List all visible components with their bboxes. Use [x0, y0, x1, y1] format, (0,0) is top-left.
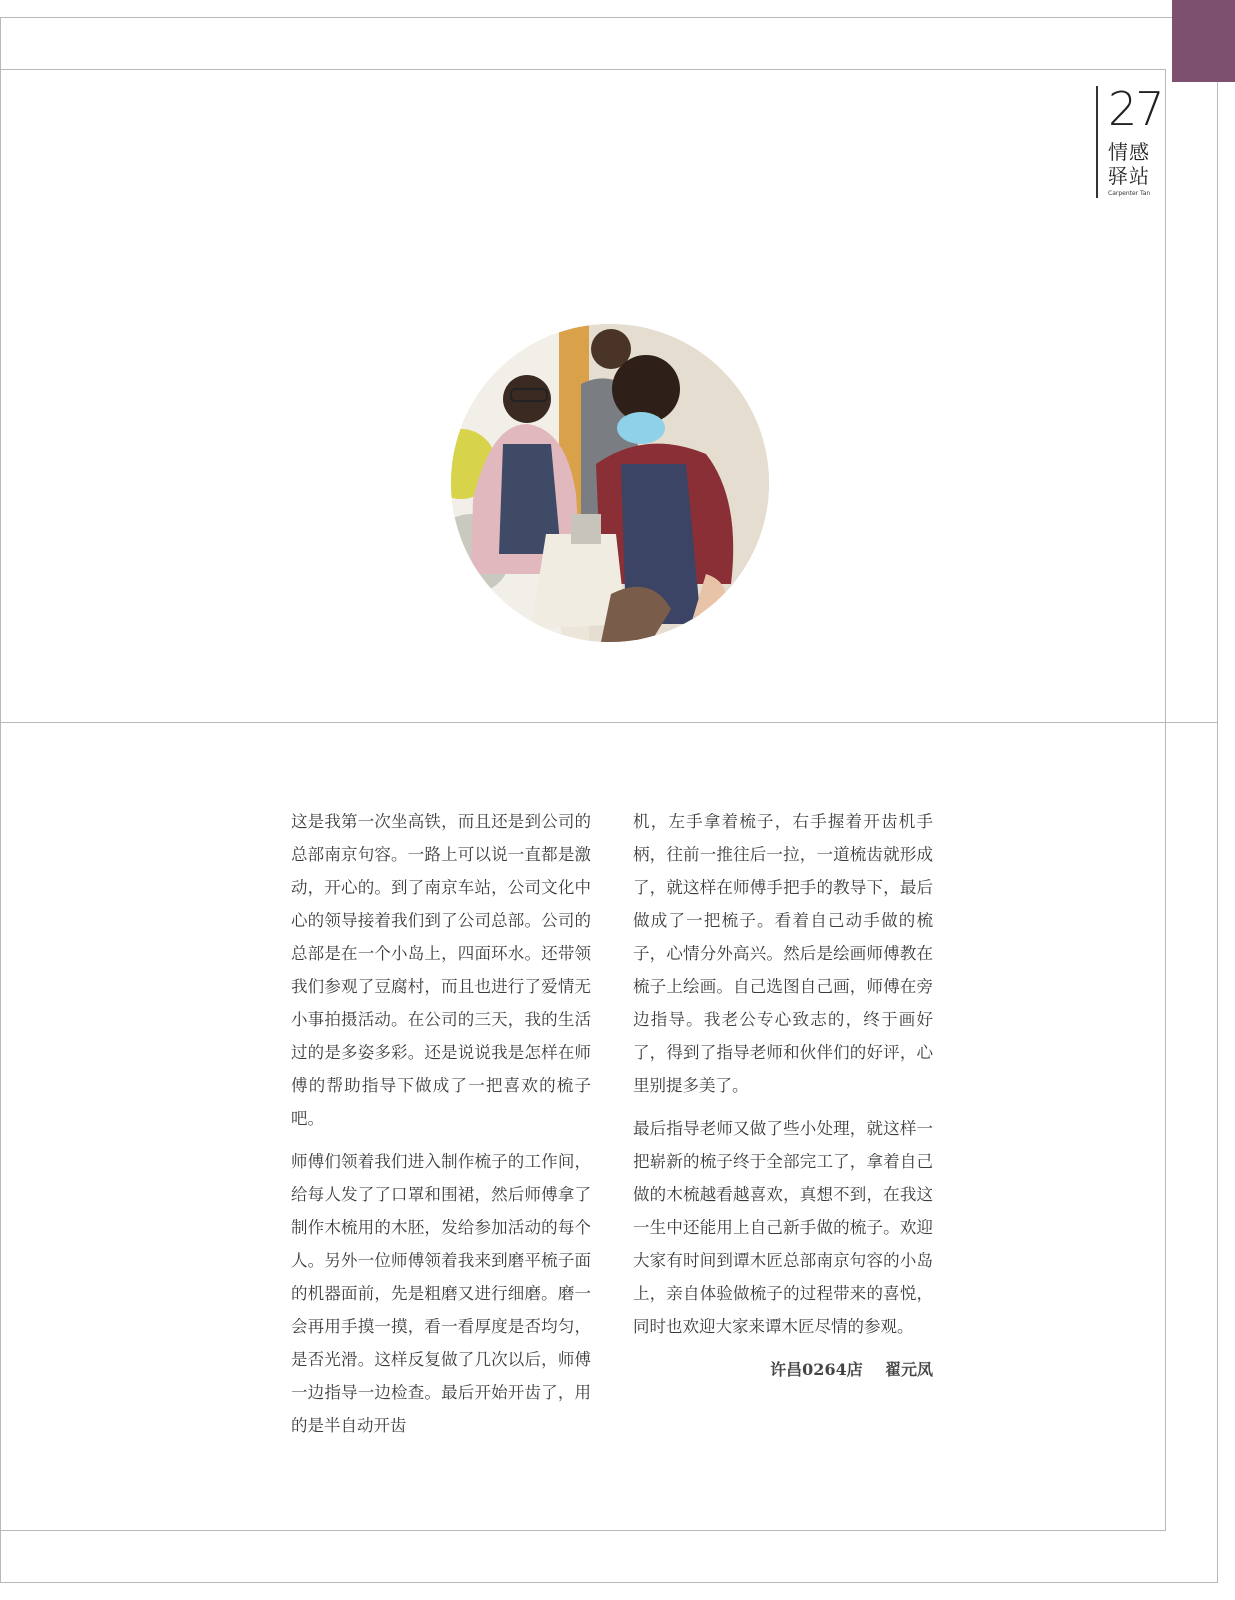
section-subtitle: Carpenter Tan	[1108, 190, 1151, 197]
article-paragraph: 机，左手拿着梳子，右手握着开齿机手柄，往前一推往后一拉，一道梳齿就形成了，就这样在师傅手把手的教导下，最后做成了一把梳子。看着自己动手做的梳子，心情分外高兴。然后是绘画师傅教在梳子上绘画。自己选图自己画，师傅在旁边指导。我老公专心致志的，终于画好了，得到了指导老师和伙伴们的好评，心里别提多美了。	[633, 812, 933, 1095]
workshop-photo	[451, 324, 769, 642]
section-title	[1108, 140, 1168, 188]
page-marker	[1096, 82, 1168, 198]
section-color-tab	[1172, 0, 1235, 82]
article-paragraph: 这是我第一次坐高铁，而且还是到公司的总部南京句容。一路上可以说一直都是激动，开心的。到了南京车站，公司文化中心的领导接着我们到了公司总部。公司的总部是在一个小岛上，四面环水。还带领我们参观了豆腐村，而且也进行了爱情无小事拍摄活动。在公司的三天，我的生活过的是多姿多彩。还是说说我是怎样在师傅的帮助指导下做成了一把喜欢的梳子吧。	[291, 812, 591, 1128]
section-title-line2: 驿站	[1108, 164, 1150, 188]
frame-line-lower	[0, 1530, 1165, 1531]
photo-icon	[451, 324, 769, 642]
frame-line-bottom	[0, 1582, 1218, 1583]
frame-line-upper	[0, 69, 1165, 70]
frame-line-middle	[0, 722, 1218, 723]
article-paragraph: 最后指导老师又做了些小处理，就这样一把崭新的梳子终于全部完工了，拿着自己做的木梳越看越喜欢，真想不到，在我这一生中还能用上自己新手做的梳子。欢迎大家有时间到谭木匠总部南京句容的小岛上，亲自体验做梳子的过程带来的喜悦，同时也欢迎大家来谭木匠尽情的参观。	[633, 1119, 933, 1336]
frame-line-inner-right	[1165, 69, 1166, 1531]
page-number: 27	[1108, 82, 1163, 136]
section-title-line1: 情感	[1108, 140, 1150, 164]
frame-line-outer-right	[1217, 82, 1218, 1583]
frame-line-top	[0, 17, 1172, 18]
article-column-left	[291, 805, 591, 1452]
frame-line-left	[0, 17, 1, 1583]
article-column-right	[633, 805, 933, 1386]
article-paragraph: 师傅们领着我们进入制作梳子的工作间，给每人发了了口罩和围裙，然后师傅拿了制作木梳用的木胚，发给参加活动的每个人。另外一位师傅领着我来到磨平梳子面的机器面前，先是粗磨又进行细磨。磨一会再用手摸一摸，看一看厚度是否均匀，是否光滑。这样反复做了几次以后，师傅一边指导一边检查。最后开始开齿了，用的是半自动开齿	[291, 1152, 591, 1435]
author-signature: 许昌0264店 翟元凤	[770, 1360, 933, 1379]
